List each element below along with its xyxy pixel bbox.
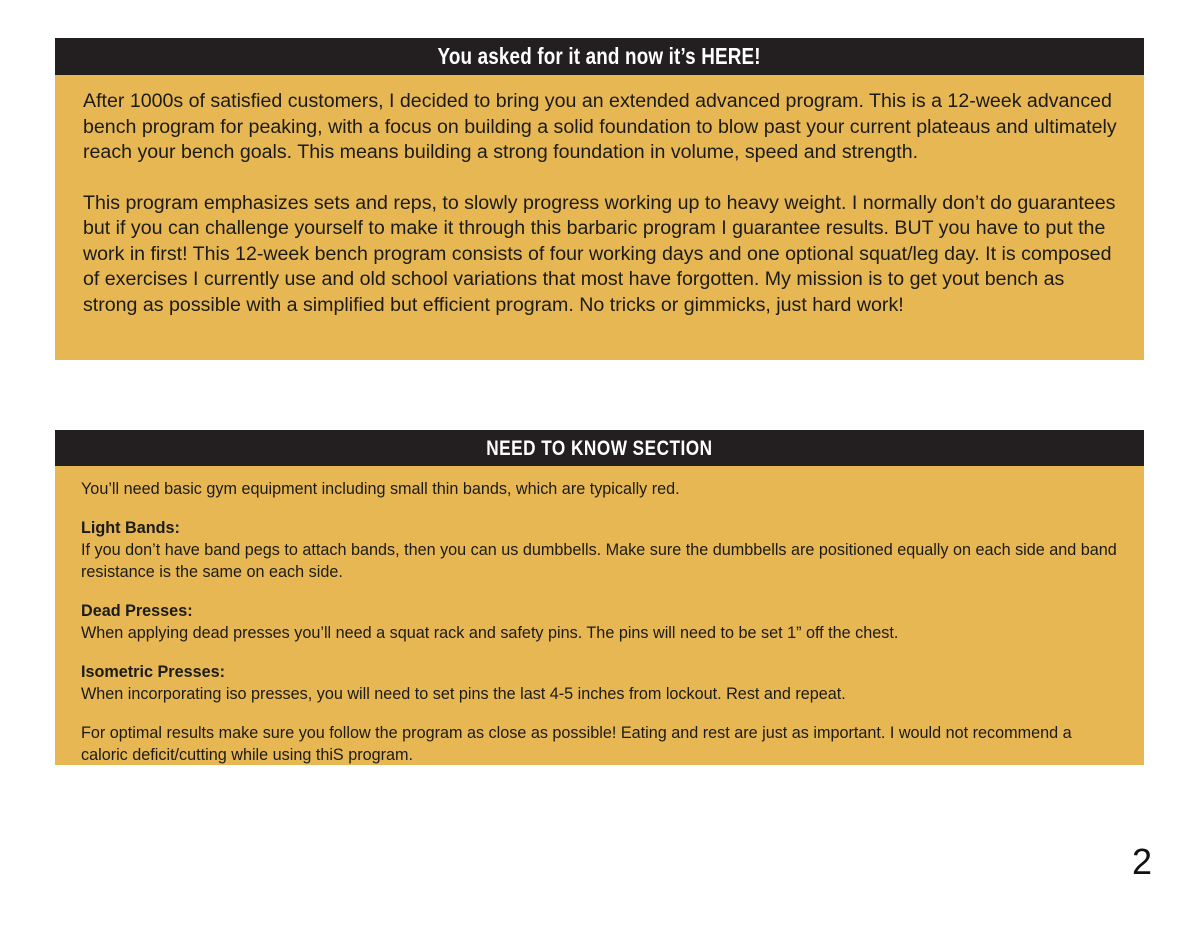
need-to-know-intro-line: You’ll need basic gym equipment including small thin bands, which are typically red. [81,480,680,498]
need-to-know-item-isometric-presses [81,661,1118,705]
isometric-presses-label: Isometric Presses: [81,663,225,681]
intro-section [55,38,1144,360]
intro-section-header [55,38,1144,75]
isometric-presses-text: When incorporating iso presses, you will need to set pins the last 4-5 inches from lockout. Rest and repeat. [81,685,846,703]
need-to-know-section-header [55,430,1144,466]
dead-presses-label: Dead Presses: [81,602,193,620]
light-bands-label: Light Bands: [81,519,180,537]
intro-section-header-text: You asked for it and now it’s HERE! [437,43,762,69]
intro-paragraph-2: This program emphasizes sets and reps, to slowly progress working up to heavy weight. I normally don’t do guarantees but if you can challenge yourself to make it through this barbaric program I guarantee results. BUT you have to put the work in first! This 12-week bench program consists of four working days and one optional squat/leg day. It is composed of exercises I currently use and old school variations that most have forgotten. My mission is to get yout bench as strong as possible with a simplified but efficient program. No tricks or gimmicks, just hard work! [83,191,1116,316]
need-to-know-section-body [55,466,1144,765]
intro-paragraph-1: After 1000s of satisfied customers, I decided to bring you an extended advanced program. This is a 12-week advanced bench program for peaking, with a focus on building a solid foundation to blow past your current plateaus and ultimately reach your bench goals. This means building a strong foundation in volume, speed and strength. [83,90,1117,163]
need-to-know-item-light-bands [81,517,1118,583]
need-to-know-section [55,430,1144,765]
need-to-know-item-dead-presses [81,600,1118,644]
need-to-know-section-header-text: NEED TO KNOW SECTION [486,436,713,460]
need-to-know-closing: For optimal results make sure you follow the program as close as possible! Eating and rest are just as important. I would not recommend a caloric deficit/cutting while using thiS program. [81,724,1072,764]
light-bands-text: If you don’t have band pegs to attach bands, then you can us dumbbells. Make sure the dumbbells are positioned equally on each side and band resistance is the same on each side. [81,541,1117,581]
intro-section-body [55,75,1144,360]
dead-presses-text: When applying dead presses you’ll need a squat rack and safety pins. The pins will need to be set 1” off the chest. [81,624,899,642]
page-number: 2 [1131,841,1152,882]
